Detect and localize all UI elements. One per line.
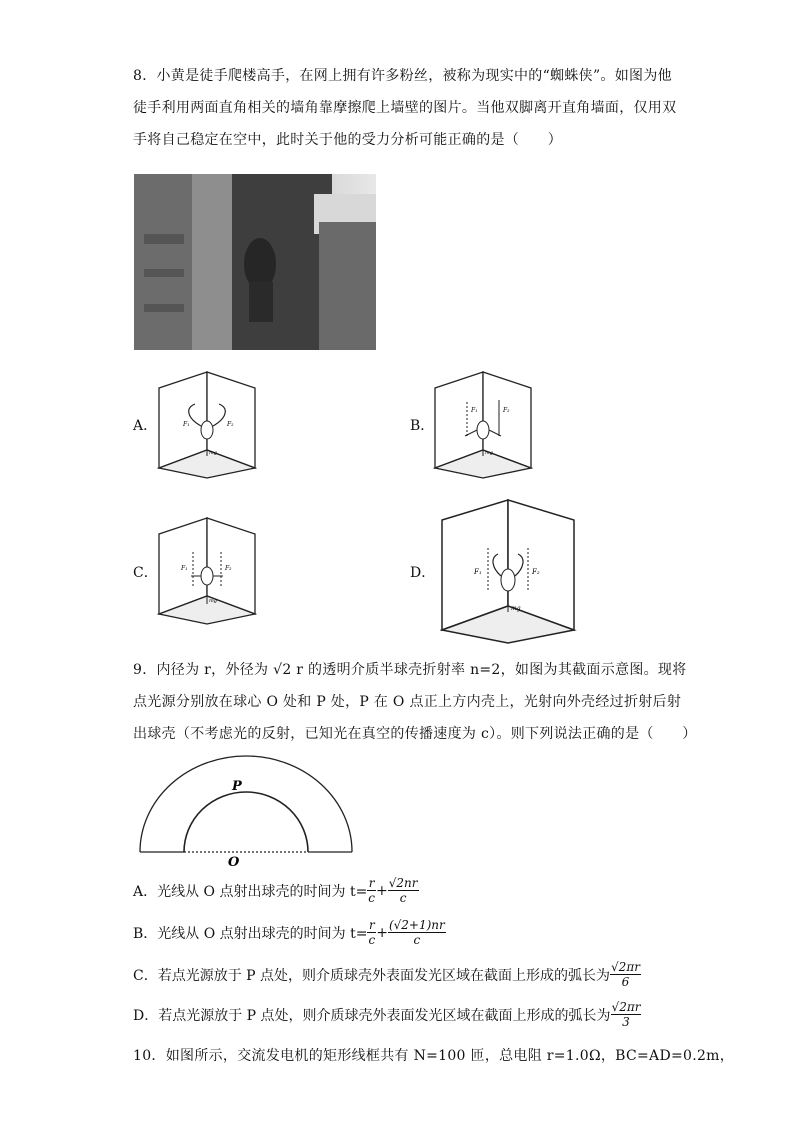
q8-option-c-diagram: [157, 516, 257, 626]
q9-option-c-text: C．若点光源放于 P 点处，则介质球壳外表面发光区域在截面上形成的弧长为: [133, 967, 611, 984]
svg-text:mg: mg: [209, 598, 217, 604]
q9-option-b: [133, 918, 446, 947]
q9-option-b-frac-2: $\frac{(√2+1)nr}{c}$: [388, 918, 445, 947]
q8-stem-line-3: 手将自己稳定在空中，此时关于他的受力分析可能正确的是（ ）: [133, 132, 562, 148]
q9-option-b-plus: +: [376, 924, 388, 941]
q8-stem-line-1: 8．小黄是徒手爬楼高手，在网上拥有许多粉丝，被称为现实中的“蜘蛛侠”。如图为他: [133, 68, 672, 84]
q9-option-a-frac-2: $\frac{√2nr}{c}$: [388, 876, 418, 905]
svg-text:F₁: F₁: [181, 565, 188, 572]
q9-option-a-text: A．光线从 O 点射出球壳的时间为 t=: [133, 883, 368, 900]
svg-text:mg: mg: [485, 450, 493, 456]
q9-option-a: [133, 876, 419, 905]
svg-text:F₁: F₁: [474, 568, 482, 576]
svg-text:F₁: F₁: [183, 421, 190, 428]
q8-option-a-diagram: [157, 370, 257, 480]
q10-stem: 10．如图所示，交流发电机的矩形线框共有 N=100 匝，总电阻 r=1.0Ω，BC=AD=0.2m，: [133, 1048, 735, 1064]
q8-option-a-label: A．: [133, 418, 158, 434]
q9-option-d-text: D．若点光源放于 P 点处，则介质球壳外表面发光区域在截面上形成的弧长为: [133, 1007, 611, 1024]
q9-option-a-frac-1: $\frac{r}{c}$: [368, 876, 376, 905]
q8-stem-line-2: 徒手利用两面直角相关的墙角靠摩擦爬上墙壁的图片。当他双脚离开直角墙面，仅用双: [133, 100, 677, 116]
q9-stem-line-2: 点光源分别放在球心 O 处和 P 处，P 在 O 点正上方内壳上，光射向外壳经过折射后射: [133, 694, 682, 710]
q8-option-d-diagram: [440, 498, 578, 646]
q9-point-p-label: P: [232, 779, 242, 794]
q9-option-b-text: B．光线从 O 点射出球壳的时间为 t=: [133, 925, 368, 942]
q9-option-d-frac: $\frac{√2\pi r}{3}$: [611, 1000, 641, 1029]
q9-option-c-frac: $\frac{√2\pi r}{6}$: [611, 960, 640, 989]
svg-text:mg: mg: [209, 450, 217, 456]
q9-option-d: [133, 1000, 641, 1029]
q8-climber-photo: [134, 174, 376, 350]
q9-option-b-frac-1: $\frac{r}{c}$: [368, 918, 376, 947]
q9-point-o-label: O: [228, 855, 240, 868]
q8-option-d-label: D．: [410, 565, 436, 581]
q9-option-a-plus: +: [376, 882, 388, 899]
q8-option-b-label: B．: [410, 418, 435, 434]
svg-text:F₂: F₂: [225, 565, 232, 572]
svg-text:F₂: F₂: [227, 421, 234, 428]
q9-option-c: [133, 960, 641, 989]
svg-text:F₂: F₂: [503, 407, 510, 414]
q9-stem-line-1: 9．内径为 r，外径为 √2 r 的透明介质半球壳折射率 n=2，如图为其截面示意图。现将: [133, 662, 687, 678]
svg-text:F₂: F₂: [532, 568, 540, 576]
q9-hemisphere-shell-diagram: [136, 750, 356, 868]
q8-option-c-label: C．: [133, 565, 158, 581]
svg-text:mg: mg: [511, 605, 521, 612]
q9-stem-line-3: 出球壳（不考虑光的反射，已知光在真空的传播速度为 c）。则下列说法正确的是（ ）: [133, 726, 697, 742]
svg-text:F₁: F₁: [471, 407, 478, 414]
q8-option-b-diagram: [433, 370, 533, 480]
